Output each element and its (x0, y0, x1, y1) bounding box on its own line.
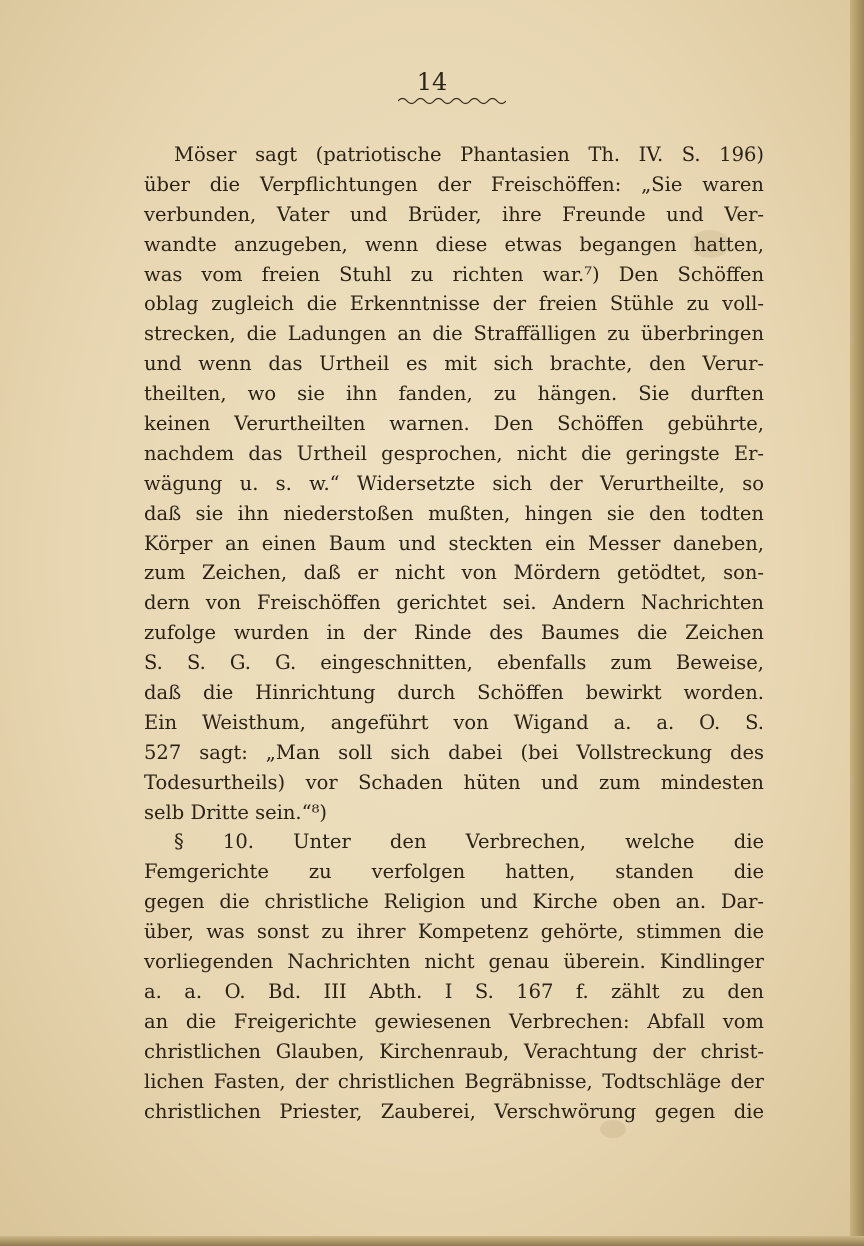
page-edge-right (850, 0, 864, 1246)
body-text (144, 140, 764, 1126)
text-line: daß die Hinrichtung durch Schöffen bewirkt worden. (144, 681, 764, 705)
text-line: wägung u. s. w.“ Widersetzte sich der Verurtheilte, so (144, 471, 764, 495)
text-line: Möser sagt (patriotische Phantasien Th. IV. S. 196) (174, 143, 764, 166)
text-line: zufolge wurden in der Rinde des Baumes die Zeichen (144, 621, 764, 645)
text-line: Ein Weisthum, angeführt von Wigand a. a. O. S. (144, 710, 764, 734)
page-edge-bottom (0, 1236, 864, 1246)
text-line: verbunden, Vater und Brüder, ihre Freunde und Ver- (144, 202, 764, 226)
text-line: theilten, wo sie ihn fanden, zu hängen. Sie durften (144, 382, 764, 406)
text-line: an die Freigerichte gewiesenen Verbrechen: Abfall vom (144, 1009, 764, 1033)
text-line: dern von Freischöffen gerichtet sei. Andern Nachrichten (144, 591, 764, 615)
text-line: a. a. O. Bd. III Abth. I S. 167 f. zählt zu den (144, 979, 764, 1003)
page-number: 14 (416, 68, 448, 96)
text-line: was vom freien Stuhl zu richten war.⁷) Den Schöffen (144, 262, 764, 286)
text-line: S. S. G. G. eingeschnitten, ebenfalls zum Beweise, (144, 651, 764, 675)
text-line: über die Verpflichtungen der Freischöffen: „Sie waren (144, 172, 764, 196)
text-line: daß sie ihn niederstoßen mußten, hingen sie den todten (144, 501, 764, 525)
text-line: § 10. Unter den Verbrechen, welche die (174, 830, 764, 854)
text-line: vorliegenden Nachrichten nicht genau überein. Kindlinger (144, 950, 764, 974)
text-line: Femgerichte zu verfolgen hatten, standen die (144, 860, 764, 884)
text-line: Todesurtheils) vor Schaden hüten und zum mindesten (144, 770, 764, 794)
text-line: christlichen Priester, Zauberei, Verschwörung gegen die (144, 1099, 764, 1123)
text-line: gegen die christliche Religion und Kirche oben an. Dar- (144, 890, 764, 914)
text-line: über, was sonst zu ihrer Kompetenz gehörte, stimmen die (144, 920, 764, 944)
wave-ornament (398, 96, 506, 106)
text-line: lichen Fasten, der christlichen Begräbnisse, Todtschläge der (144, 1069, 764, 1093)
text-line: wandte anzugeben, wenn diese etwas begangen hatten, (144, 232, 764, 256)
text-line: und wenn das Urtheil es mit sich brachte, den Verur- (144, 352, 764, 376)
text-line: Körper an einen Baum und steckten ein Messer daneben, (144, 531, 764, 555)
text-line: christlichen Glauben, Kirchenraub, Verachtung der christ- (144, 1039, 764, 1063)
text-line: selb Dritte sein.“⁸) (144, 800, 328, 824)
text-line: strecken, die Ladungen an die Straffälligen zu überbringen (144, 322, 764, 346)
text-line: keinen Verurtheilten warnen. Den Schöffen gebührte, (144, 412, 764, 436)
text-line: oblag zugleich die Erkenntnisse der freien Stühle zu voll- (144, 292, 764, 316)
text-line: zum Zeichen, daß er nicht von Mördern getödtet, son- (144, 561, 764, 585)
text-line: nachdem das Urtheil gesprochen, nicht die geringste Er- (144, 441, 764, 465)
text-line: 527 sagt: „Man soll sich dabei (bei Vollstreckung des (144, 740, 764, 764)
